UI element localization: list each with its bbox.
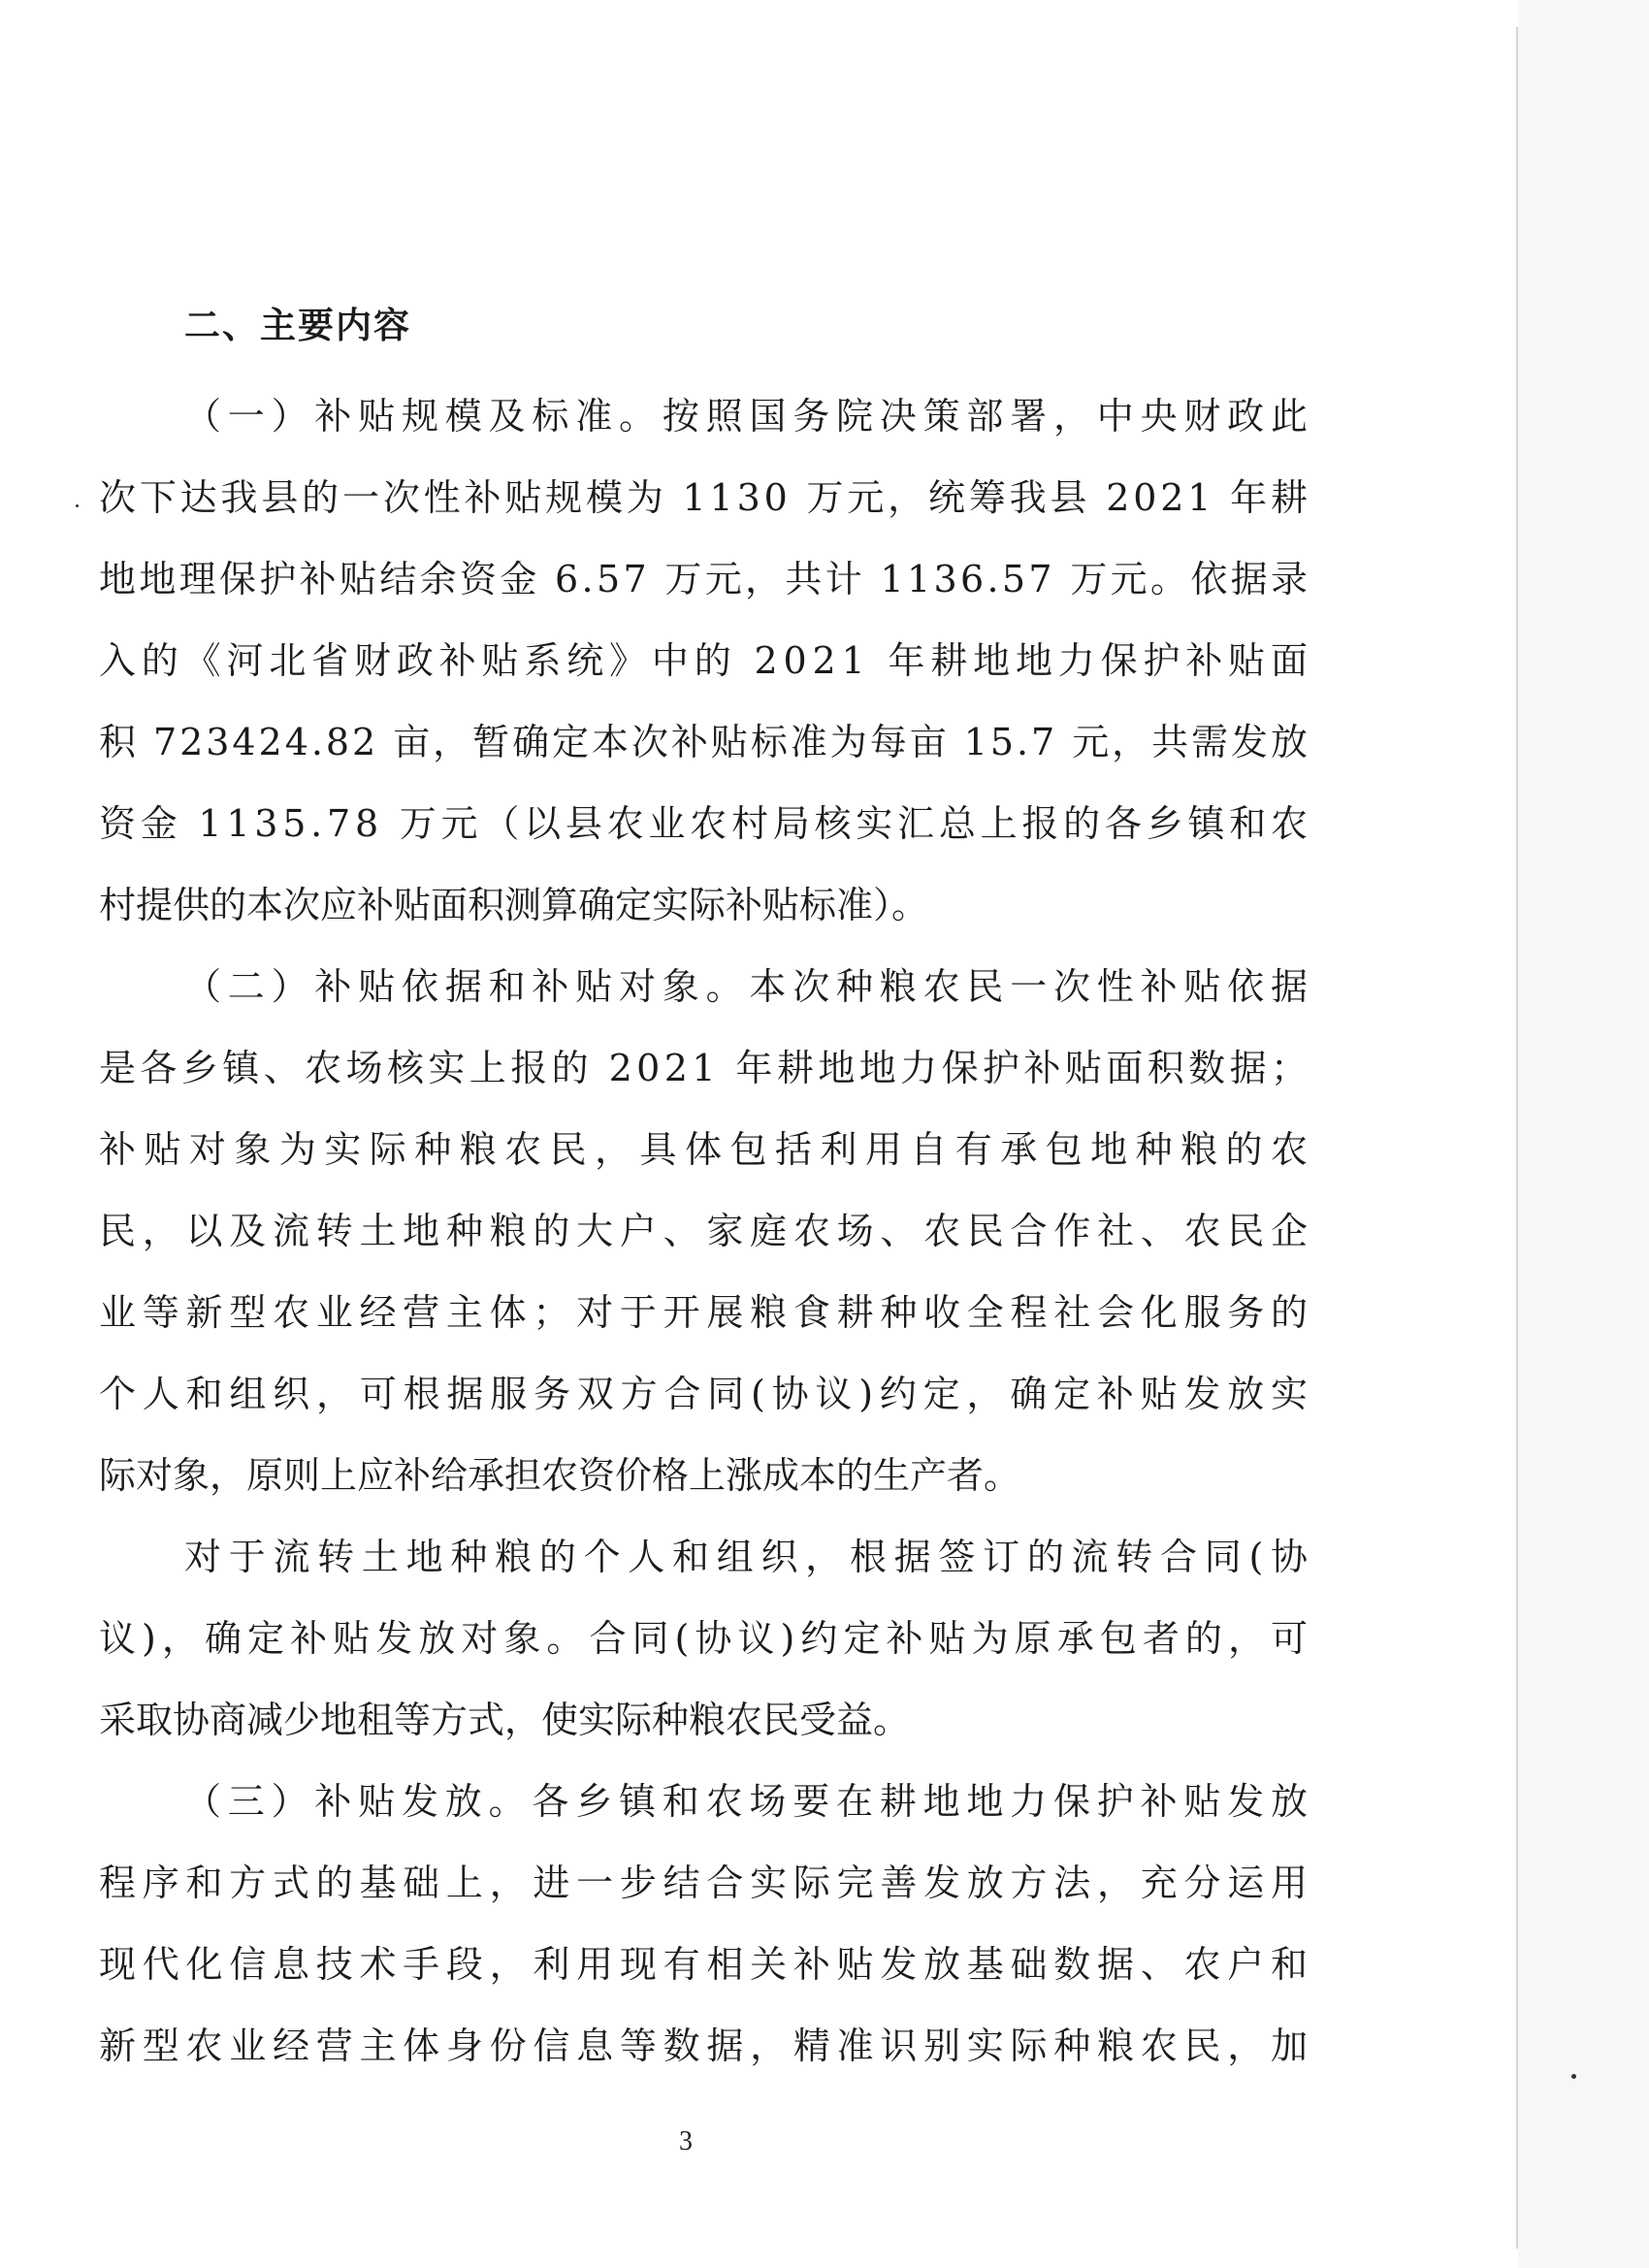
scan-right-margin — [1518, 0, 1649, 2268]
body-line: 现代化信息技术手段，利用现有相关补贴发放基础数据、农户和 — [99, 1943, 1314, 1986]
body-line: 采取协商减少地租等方式，使实际种粮农民受益。 — [99, 1699, 911, 1741]
body-line: 业等新型农业经营主体；对于开展粮食耕种收全程社会化服务的 — [99, 1291, 1314, 1334]
body-line: 对于流转土地种粮的个人和组织，根据签订的流转合同(协 — [184, 1536, 1315, 1578]
body-line: 民，以及流转土地种粮的大户、家庭农场、农民合作社、农民企 — [99, 1210, 1314, 1252]
body-line: 次下达我县的一次性补贴规模为 1130 万元，统筹我县 2021 年耕 — [99, 476, 1311, 519]
body-line: 村提供的本次应补贴面积测算确定实际补贴标准）。 — [99, 884, 929, 926]
body-line: （二）补贴依据和补贴对象。本次种粮农民一次性补贴依据 — [184, 965, 1314, 1008]
page-number: 3 — [679, 2126, 693, 2156]
scan-edge-line — [1516, 27, 1518, 2249]
body-line: 程序和方式的基础上，进一步结合实际完善发放方法，充分运用 — [99, 1862, 1314, 1904]
scan-speck — [1571, 2074, 1576, 2079]
body-line: 地地理保护补贴结余资金 6.57 万元，共计 1136.57 万元。依据录 — [99, 558, 1311, 600]
body-line: 新型农业经营主体身份信息等数据，精准识别实际种粮农民，加 — [99, 2025, 1314, 2067]
body-line: 是各乡镇、农场核实上报的 2021 年耕地地力保护补贴面积数据； — [99, 1047, 1312, 1089]
body-line: 积 723424.82 亩，暂确定本次补贴标准为每亩 15.7 元，共需发放 — [99, 721, 1310, 763]
body-line: 补贴对象为实际种粮农民，具体包括利用自有承包地种粮的农 — [99, 1128, 1316, 1171]
body-line: 个人和组织，可根据服务双方合同(协议)约定，确定补贴发放实 — [99, 1373, 1314, 1415]
body-line: 入的《河北省财政补贴系统》中的 2021 年耕地地力保护补贴面 — [99, 639, 1313, 682]
body-line: 际对象，原则上应补给承担农资价格上涨成本的生产者。 — [99, 1454, 1021, 1497]
body-line: （三）补贴发放。各乡镇和农场要在耕地地力保护补贴发放 — [184, 1780, 1314, 1823]
section-heading: 二、主要内容 — [184, 305, 411, 346]
scan-speck — [76, 504, 79, 507]
body-line: 议)，确定补贴发放对象。合同(协议)约定补贴为原承包者的，可 — [99, 1617, 1314, 1660]
body-line: 资金 1135.78 万元（以县农业农村局核实汇总上报的各乡镇和农 — [99, 802, 1312, 845]
body-line: （一）补贴规模及标准。按照国务院决策部署，中央财政此 — [184, 395, 1314, 437]
